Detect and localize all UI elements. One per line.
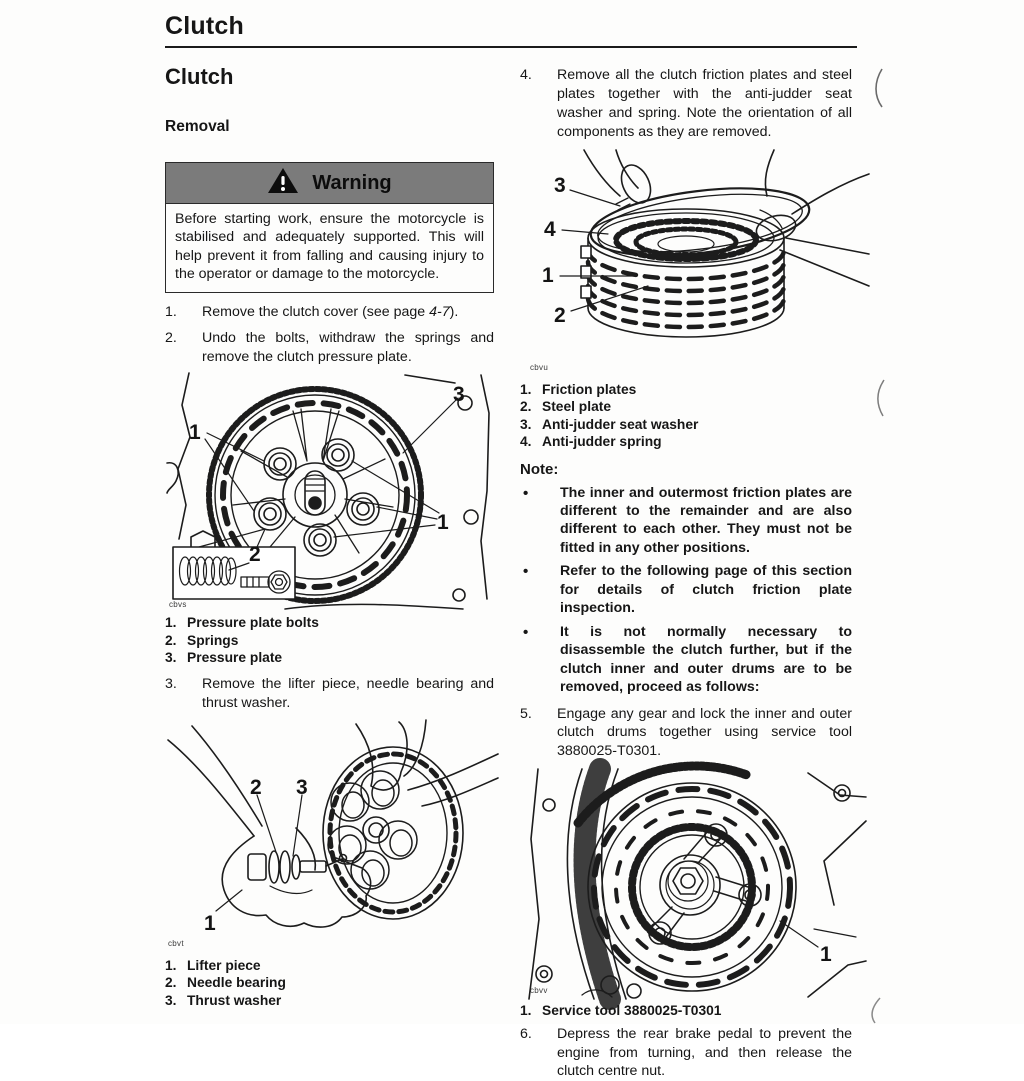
plate-stack-illustration xyxy=(524,150,869,378)
step-number: 4. xyxy=(520,67,532,83)
legend-number: 2. xyxy=(165,632,177,648)
callout-2: 2 xyxy=(249,543,261,567)
step-number: 3. xyxy=(165,675,177,692)
bullet-icon: • xyxy=(523,623,529,641)
legend-number: 3. xyxy=(165,992,177,1008)
page-reference: 4-7 xyxy=(429,303,450,320)
callout-3: 3 xyxy=(296,775,308,799)
legend-item xyxy=(520,416,852,434)
pressure-plate-illustration xyxy=(165,371,495,611)
callout-3: 3 xyxy=(453,383,465,407)
step-4 xyxy=(520,66,852,142)
legend-label: Anti-judder spring xyxy=(542,434,662,450)
legend-item xyxy=(165,957,494,975)
legend-item xyxy=(165,649,494,667)
note-heading: Note: xyxy=(520,460,559,478)
service-tool-illustration xyxy=(522,769,867,999)
legend-label: Anti-judder seat washer xyxy=(542,416,699,432)
step-2 xyxy=(165,329,494,367)
legend-number: 1. xyxy=(520,381,532,397)
legend-number: 4. xyxy=(520,434,532,450)
bullet-icon: • xyxy=(523,563,529,581)
page-title: Clutch xyxy=(165,12,244,40)
warning-title: Warning xyxy=(312,171,392,194)
figure-code: cbvv xyxy=(530,986,548,996)
step-text: Remove all the clutch friction plates and steel plates together with the anti-judder seat washer and spring. Note the orientation of all components as they are removed. xyxy=(557,67,852,140)
callout-1: 1 xyxy=(542,263,554,287)
step-text-pre: Remove the clutch cover (see page xyxy=(202,303,430,320)
legend-label: Thrust washer xyxy=(187,992,282,1008)
note-bullet-item xyxy=(520,484,852,558)
step-text-post: ). xyxy=(449,303,459,320)
legend-label: Springs xyxy=(187,632,239,648)
figure-code: cbvs xyxy=(169,600,187,610)
note-bullet-item xyxy=(520,623,852,697)
figure-service-tool xyxy=(522,769,852,999)
figure-code: cbvt xyxy=(168,938,184,948)
callout-2: 2 xyxy=(250,775,262,799)
figure-legend xyxy=(165,614,494,667)
note-text: The inner and outermost friction plates are different to the remainder and are also different to each other. They must not be fitted in any other positions. xyxy=(560,484,852,556)
step-text: Undo the bolts, withdraw the springs and remove the clutch pressure plate. xyxy=(202,329,494,365)
step-number: 2. xyxy=(165,329,177,346)
warning-box xyxy=(165,162,494,293)
callout-1-right: 1 xyxy=(437,511,449,535)
step-number: 5. xyxy=(520,705,532,722)
callout-2: 2 xyxy=(554,303,566,327)
step-3 xyxy=(165,675,494,713)
legend-number: 3. xyxy=(520,416,532,432)
figure-code: cbvu xyxy=(530,362,549,372)
callout-1: 1 xyxy=(820,943,832,967)
legend-item xyxy=(520,398,852,416)
legend-item xyxy=(520,381,852,399)
legend-number: 2. xyxy=(520,399,532,415)
figure-plate-stack xyxy=(524,150,852,378)
step-5 xyxy=(520,705,852,762)
legend-label: Pressure plate xyxy=(187,650,283,666)
page-header xyxy=(165,12,857,48)
step-text xyxy=(202,303,494,322)
figure-pressure-plate xyxy=(165,371,494,611)
header-rule xyxy=(165,46,857,48)
legend-label: Friction plates xyxy=(542,381,637,397)
figure-lifter-piece xyxy=(150,718,494,953)
figure-legend xyxy=(165,957,494,1010)
legend-number: 2. xyxy=(165,975,177,991)
legend-item xyxy=(165,974,494,992)
note-text: It is not normally necessary to disassemble the clutch further, but if the clutch inner and outer drums are to be removed, proceed as follows: xyxy=(560,623,852,696)
warning-header xyxy=(166,163,493,204)
binding-mark xyxy=(866,996,882,1029)
callout-1: 1 xyxy=(204,911,216,935)
legend-number: 1. xyxy=(165,957,177,973)
step-text: Remove the lifter piece, needle bearing and thrust washer. xyxy=(202,675,494,711)
callout-3: 3 xyxy=(554,173,566,197)
note-bullet-item xyxy=(520,562,852,617)
legend-label: Service tool 3880025-T0301 xyxy=(542,1003,722,1019)
subsection-title-removal: Removal xyxy=(165,118,230,135)
legend-item xyxy=(165,992,494,1010)
figure-legend xyxy=(520,1002,852,1020)
left-column xyxy=(165,58,494,1009)
step-6 xyxy=(520,1025,852,1081)
legend-label: Steel plate xyxy=(542,399,612,415)
step-number: 1. xyxy=(165,303,177,320)
legend-label: Lifter piece xyxy=(187,957,261,973)
step-number: 6. xyxy=(520,1025,532,1042)
warning-triangle-icon xyxy=(267,167,299,199)
lifter-piece-illustration xyxy=(150,718,500,953)
step-text: Engage any gear and lock the inner and outer clutch drums together using service tool 3880025-T0301. xyxy=(557,705,852,760)
figure-legend xyxy=(520,381,852,451)
binding-mark xyxy=(870,66,884,115)
legend-label: Pressure plate bolts xyxy=(187,615,319,631)
legend-item xyxy=(165,614,494,632)
note-text: Refer to the following page of this section for details of clutch friction plate inspection. xyxy=(560,563,852,617)
warning-body-text: Before starting work, ensure the motorcycle is stabilised and adequately supported. This will help prevent it from falling and causing injury to the operator or damage to the motorcycle. xyxy=(175,211,484,283)
section-title: Clutch xyxy=(165,64,234,89)
legend-item xyxy=(165,632,494,650)
legend-label: Needle bearing xyxy=(187,975,286,991)
step-1 xyxy=(165,303,494,322)
callout-4: 4 xyxy=(544,217,556,241)
legend-item xyxy=(520,1002,852,1020)
legend-number: 1. xyxy=(165,615,177,631)
step-text: Depress the rear brake pedal to prevent the engine from turning, and then release the clutch centre nut. xyxy=(557,1025,852,1080)
callout-1-left: 1 xyxy=(189,421,201,445)
legend-number: 1. xyxy=(520,1003,532,1019)
right-column xyxy=(520,58,852,1081)
legend-item xyxy=(520,433,852,451)
legend-number: 3. xyxy=(165,650,177,666)
binding-mark xyxy=(872,378,886,423)
bullet-icon: • xyxy=(523,484,529,502)
